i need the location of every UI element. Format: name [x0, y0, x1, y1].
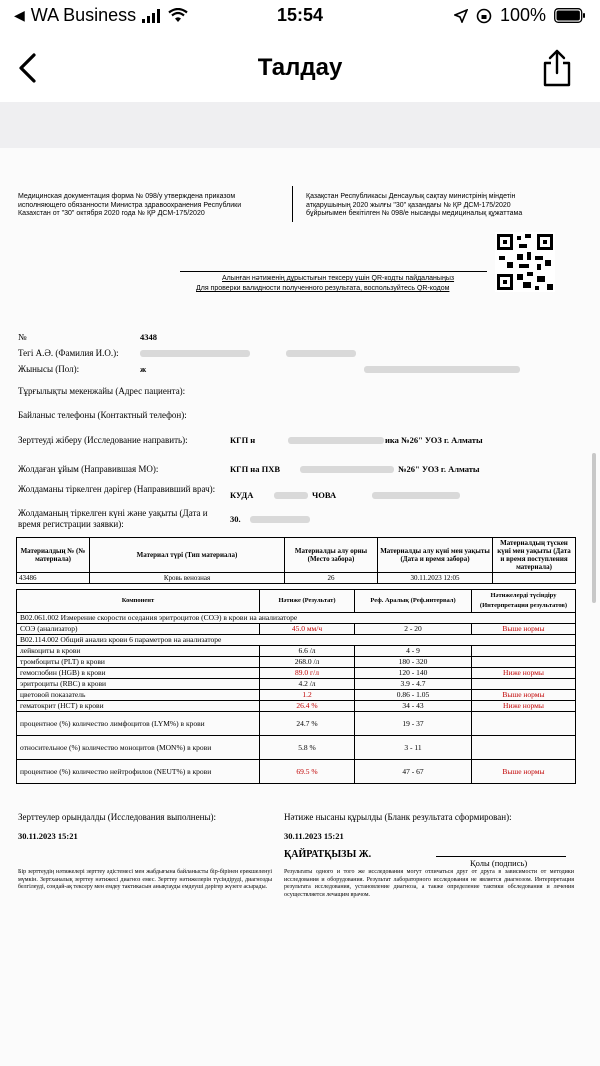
material-header-cell: Материал түрі (Тип материала) [90, 538, 285, 573]
redacted-doctor [274, 492, 308, 499]
interpretation [472, 679, 576, 690]
redacted-name [286, 350, 356, 357]
battery-icon [554, 8, 586, 23]
header-left [18, 193, 241, 219]
field-registration-date-value: 30. [230, 514, 241, 524]
results-header-row [17, 590, 576, 613]
orientation-lock-icon [476, 8, 492, 24]
field-doctor-value: КУДА [230, 490, 254, 500]
signer-name: ҚАЙРАТҚЫЗЫ Ж. [284, 849, 372, 860]
header-left-line: исполняющего обязанности Министра здравоохранения Республики [18, 201, 242, 209]
redacted-name [140, 350, 250, 357]
component-name: СОЭ (анализатор) [17, 624, 260, 635]
redacted-date [250, 516, 310, 523]
result-value: 4.2 /л [260, 679, 355, 690]
material-cell [493, 573, 576, 584]
field-doctor-label: Жолдаманы тіркелген дәрігер (Направивший врач): [18, 484, 216, 494]
formed-date: 30.11.2023 15:21 [284, 831, 344, 841]
material-header-row [17, 538, 576, 573]
material-header-cell: Материалдың № (№ материала) [17, 538, 90, 573]
signature-line [436, 856, 566, 857]
result-value: 24.7 % [260, 712, 355, 736]
material-row [17, 573, 576, 584]
section-title: B02.061.002 Измерение скорости оседания эритроцитов (СОЭ) в крови на анализаторе [17, 613, 576, 624]
material-header-cell: Материалды алу орны (Место забора) [285, 538, 378, 573]
interpretation: Выше нормы [472, 690, 576, 701]
material-table [16, 537, 576, 584]
disclaimer-kz: Бір зерттеудің нәтижелері зерттеу әдістемесі мен жабдығына байланысты бір-бірінен ерекшеленуі мүмкін. Зертханалық зерттеу нәтижесі диагноз емес. Зерттеу нәтижелерін түсіндіруді, диагнозды белгілеуді, сондай-ақ тексеру мен емдеу тактикасын анықтауды емдеуші дәрігер жүзеге асырады. [18, 869, 272, 890]
result-value: 1.2 [260, 690, 355, 701]
field-phone-label: Байланыс телефоны (Контактный телефон): [18, 410, 187, 420]
field-referring-org-label: Жолдаған ұйым (Направившая МО): [18, 464, 159, 474]
header-left-line: Медицинская документация форма № 098/у утверждена приказом [18, 193, 236, 200]
reference-range: 47 - 67 [355, 760, 472, 784]
results-header-cell: Нәтижелерді түсіндіру (Интерпретация результатов) [472, 590, 576, 613]
results-row [17, 736, 576, 760]
results-row [17, 646, 576, 657]
field-number-value: 4348 [140, 332, 157, 342]
component-name: процентное (%) количество нейтрофилов (NEUT%) в крови [17, 760, 260, 784]
component-name: лейкоциты в крови [17, 646, 260, 657]
interpretation: Выше нормы [472, 760, 576, 784]
header-divider [292, 186, 293, 222]
header-left-line: Казахстан от "30" октября 2020 года № ҚР ДСМ-175/2020 [18, 210, 205, 217]
field-number-label: № [18, 332, 27, 342]
interpretation: Ниже нормы [472, 701, 576, 712]
field-referring-org-value: КГП на ПХВ [230, 464, 280, 474]
battery-percent: 100% [499, 5, 546, 25]
field-referral-to-value: КГП н [230, 435, 256, 445]
results-row [17, 712, 576, 736]
redacted-birthdate [364, 366, 520, 373]
redacted-clinic [300, 466, 394, 473]
header-right-line: Қазақстан Республикасы Денсаулық сақтау министрінің міндетін [306, 193, 516, 200]
material-header-cell: Материалдың түскен күні мен уақыты (Дата и время поступления материала) [493, 538, 576, 573]
reference-range: 2 - 20 [355, 624, 472, 635]
field-doctor-value-2: ЧОВА [312, 490, 337, 500]
result-value: 89.0 г/л [260, 668, 355, 679]
field-referral-to-value-2: ика №26" УОЗ г. Алматы [385, 435, 483, 445]
results-section-row [17, 613, 576, 624]
redacted-clinic [288, 437, 384, 444]
reference-range: 180 - 320 [355, 657, 472, 668]
scrollbar[interactable] [592, 453, 596, 603]
interpretation [472, 736, 576, 760]
result-value: 45.0 мм/ч [260, 624, 355, 635]
clock: 15:54 [276, 5, 324, 25]
component-name: процентное (%) количество лимфоцитов (LYM%) в крови [17, 712, 260, 736]
result-value: 5.8 % [260, 736, 355, 760]
reference-range: 3 - 11 [355, 736, 472, 760]
results-row [17, 624, 576, 635]
component-name: гемоглобин (HGB) в крови [17, 668, 260, 679]
interpretation [472, 646, 576, 657]
header-right-line: бұйрығымен бекітілген № 098/е нысанды медициналық құжаттама [306, 210, 523, 217]
redacted-doctor [372, 492, 460, 499]
results-row [17, 690, 576, 701]
page-title: Талдау [257, 54, 343, 81]
reference-range: 0.86 - 1.05 [355, 690, 472, 701]
disclaimer-ru: Результаты одного и того же исследования могут отличаться друг от друга в зависимости от методики исследования и оборудования. Результат лабораторного исследования не является диагнозом. Интерпретация результата исследования, установление диагноза, а также определение тактики обследования и лечения осуществляется лечащим врачом. [284, 869, 574, 898]
qr-note-line [180, 271, 487, 272]
material-cell: 43486 [17, 573, 90, 584]
material-cell: 30.11.2023 12:05 [378, 573, 493, 584]
header-right [306, 193, 522, 219]
page-background [0, 102, 600, 148]
results-row [17, 760, 576, 784]
results-row [17, 679, 576, 690]
material-cell: Кровь венозная [90, 573, 285, 584]
status-bar [0, 0, 600, 34]
lab-result-document[interactable] [0, 148, 600, 1066]
done-date: 30.11.2023 15:21 [18, 831, 78, 841]
interpretation: Выше нормы [472, 624, 576, 635]
interpretation: Ниже нормы [472, 668, 576, 679]
result-value: 6.6 /л [260, 646, 355, 657]
header-right-line: атқарушының 2020 жылғы "30" қазандағы № ҚР ДСМ-175/2020 [306, 201, 511, 209]
material-header-cell: Материалды алу күні мен уақыты (Дата и время забора) [378, 538, 493, 573]
results-section-row [17, 635, 576, 646]
share-button[interactable] [540, 48, 574, 88]
reference-range: 120 - 140 [355, 668, 472, 679]
result-value: 69.5 % [260, 760, 355, 784]
location-icon [454, 9, 468, 23]
reference-range: 19 - 37 [355, 712, 472, 736]
material-cell: 26 [285, 573, 378, 584]
field-name-label: Тегі А.Ә. (Фамилия И.О.): [18, 348, 119, 358]
navigation-bar [0, 34, 600, 102]
results-header-cell: Реф. Аралық (Реф.интервал) [355, 590, 472, 613]
qr-note-kz: Алынған нәтиженің дұрыстығын тексеру үшін QR-кодты пайдаланыңыз [222, 275, 455, 282]
field-referral-to-label: Зерттеуді жіберу (Исследование направить): [18, 435, 188, 445]
system-indicators [454, 5, 586, 26]
component-name: эритроциты (RBC) в крови [17, 679, 260, 690]
interpretation [472, 657, 576, 668]
results-row [17, 657, 576, 668]
reference-range: 34 - 43 [355, 701, 472, 712]
results-header-cell: Нәтиже (Результат) [260, 590, 355, 613]
qr-note-ru: Для проверки валидности полученного результата, воспользуйтесь QR-кодом [196, 285, 450, 292]
share-icon [540, 48, 574, 88]
formed-label: Нәтиже нысаны құрылды (Бланк результата сформирован): [284, 812, 512, 822]
results-row [17, 701, 576, 712]
done-label: Зерттеулер орындалды (Исследования выполнены): [18, 812, 216, 822]
results-header-cell: Компонент [17, 590, 260, 613]
field-address-label: Тұрғылықты мекенжайы (Адрес пациента): [18, 386, 186, 396]
reference-range: 4 - 9 [355, 646, 472, 657]
reference-range: 3.9 - 4.7 [355, 679, 472, 690]
section-title: B02.114.002 Общий анализ крови 6 параметров на анализаторе [17, 635, 576, 646]
result-value: 26.4 % [260, 701, 355, 712]
field-registration-date-label: Жолдаманың тіркелген күні және уақыты (Дата и время регистрации заявки): [18, 508, 208, 529]
component-name: относительное (%) количество моноцитов (MON%) в крови [17, 736, 260, 760]
back-to-app-icon[interactable]: ◀ [14, 7, 25, 23]
field-referring-org-value-2: №26" УОЗ г. Алматы [398, 464, 480, 474]
qr-code-icon [495, 232, 555, 292]
results-table [16, 589, 576, 784]
results-row [17, 668, 576, 679]
result-value: 268.0 /л [260, 657, 355, 668]
component-name: гематокрит (HCT) в крови [17, 701, 260, 712]
interpretation [472, 712, 576, 736]
field-sex-label: Жынысы (Пол): [18, 364, 80, 374]
field-sex-value: ж [140, 364, 147, 374]
signature-label: Қолы (подпись) [470, 858, 528, 868]
component-name: цветовой показатель [17, 690, 260, 701]
carrier-name: WA Business [30, 5, 137, 25]
component-name: тромбоциты (PLT) в крови [17, 657, 260, 668]
